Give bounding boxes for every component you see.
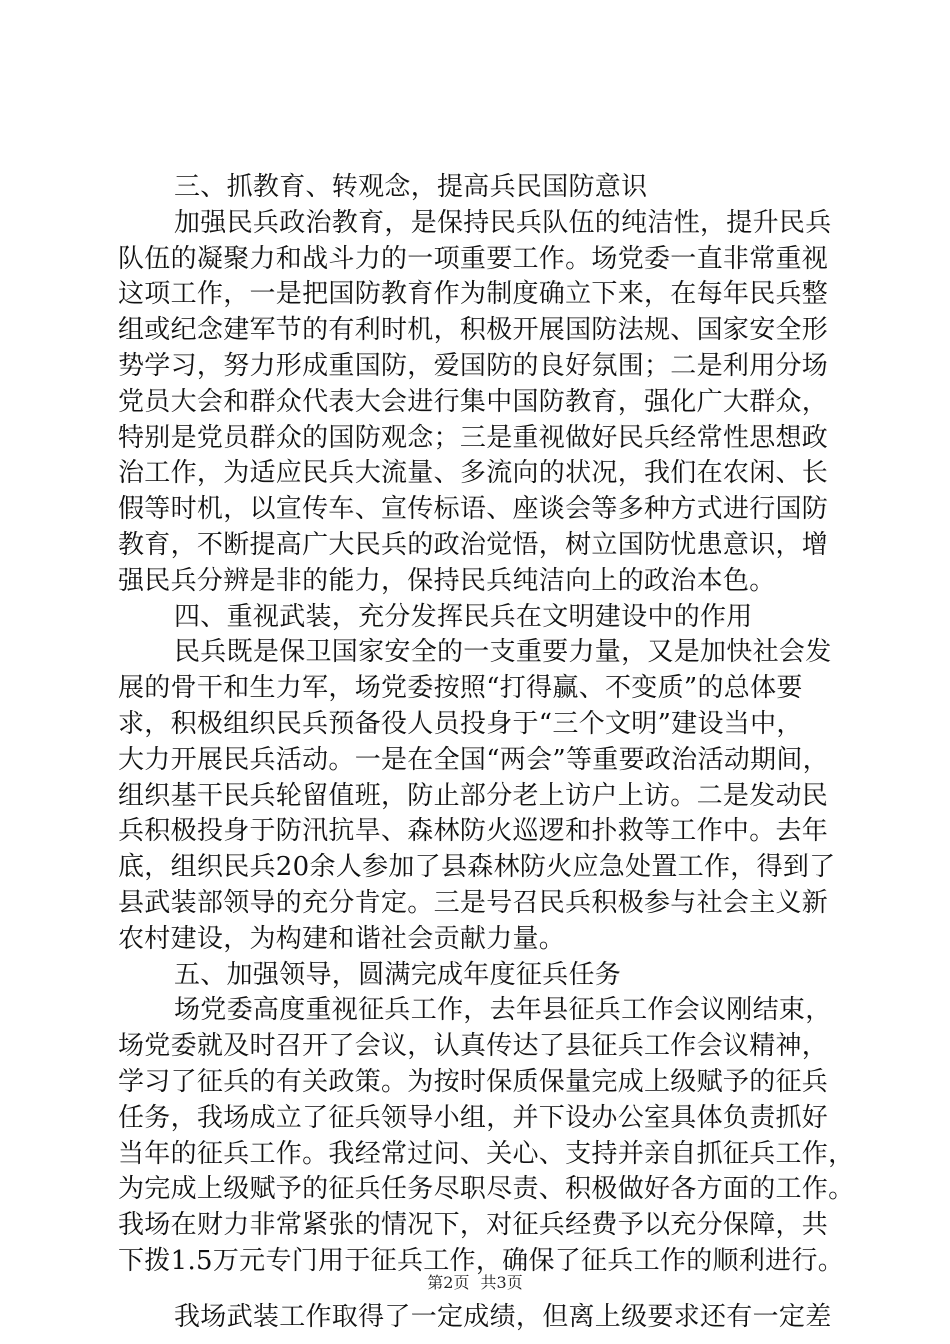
text-line: 展的骨干和生力军，场党委按照“打得赢、不变质”的总体要: [118, 673, 803, 704]
text-line: 教育，不断提高广大民兵的政治觉悟，树立国防忧患意识，增: [118, 529, 829, 560]
text-line: 求，积极组织民兵预备役人员投身于“三个文明”建设当中，: [118, 708, 803, 739]
page-total: 共3页: [480, 1273, 523, 1292]
text-line: 场党委就及时召开了会议，认真传达了县征兵工作会议精神，: [118, 1031, 829, 1062]
text-line: 县武装部领导的充分肯定。三是号召民兵积极参与社会主义新: [118, 887, 829, 918]
text-line: 强民兵分辨是非的能力，保持民兵纯洁向上的政治本色。: [118, 565, 776, 596]
text-line: 假等时机，以宣传车、宣传标语、座谈会等多种方式进行国防: [118, 494, 829, 525]
text-line: 底，组织民兵20余人参加了县森林防火应急处置工作，得到了: [118, 852, 836, 883]
text-line: 三、抓教育、转观念，提高兵民国防意识: [174, 172, 648, 202]
page-footer: [0, 1270, 950, 1293]
text-line: 兵积极投身于防汛抗旱、森林防火巡逻和扑救等工作中。去年: [118, 816, 829, 847]
text-line: 队伍的凝聚力和战斗力的一项重要工作。场党委一直非常重视: [118, 243, 829, 274]
text-line: 五、加强领导，圆满完成年度征兵任务: [174, 959, 622, 990]
text-line: 治工作，为适应民兵大流量、多流向的状况，我们在农闲、长: [118, 458, 829, 489]
document-body: [118, 170, 855, 1336]
text-line: 这项工作，一是把国防教育作为制度确立下来，在每年民兵整: [118, 279, 829, 310]
text-line: 组或纪念建军节的有利时机，积极开展国防法规、国家安全形: [118, 315, 829, 346]
text-line: 特别是党员群众的国防观念；三是重视做好民兵经常性思想政: [118, 422, 829, 453]
text-line: 加强民兵政治教育，是保持民兵队伍的纯洁性，提升民兵: [174, 207, 832, 238]
page-number: 第2页: [427, 1273, 470, 1292]
text-line: 党员大会和群众代表大会进行集中国防教育，强化广大群众，: [118, 386, 829, 417]
text-line: 场党委高度重视征兵工作，去年县征兵工作会议刚结束，: [174, 995, 832, 1026]
text-line: 我场在财力非常紧张的情况下，对征兵经费予以充分保障，共: [118, 1210, 829, 1241]
text-line: 势学习，努力形成重国防，爱国防的良好氛围；二是利用分场: [118, 350, 829, 381]
text-line: 四、重视武装，充分发挥民兵在文明建设中的作用: [174, 601, 753, 632]
text-line: 为完成上级赋予的征兵任务尽职尽责、积极做好各方面的工作。: [118, 1174, 855, 1205]
text-line: 当年的征兵工作。我经常过问、关心、支持并亲自抓征兵工作，: [118, 1138, 855, 1169]
text-line: 学习了征兵的有关政策。为按时保质保量完成上级赋予的征兵: [118, 1066, 829, 1097]
text-line: 农村建设，为构建和谐社会贡献力量。: [118, 923, 566, 954]
text-line: 下拨1.5万元专门用于征兵工作，确保了征兵工作的顺利进行。: [118, 1245, 845, 1276]
text-line: 大力开展民兵活动。一是在全国“两会”等重要政治活动期间，: [118, 744, 829, 775]
text-line: 任务，我场成立了征兵领导小组，并下设办公室具体负责抓好: [118, 1102, 829, 1133]
text-line: 组织基干民兵轮留值班，防止部分老上访户上访。二是发动民: [118, 780, 829, 811]
text-line: 民兵既是保卫国家安全的一支重要力量，又是加快社会发: [174, 637, 832, 668]
closing-line: 我场武装工作取得了一定成绩，但离上级要求还有一定差: [174, 1301, 832, 1332]
